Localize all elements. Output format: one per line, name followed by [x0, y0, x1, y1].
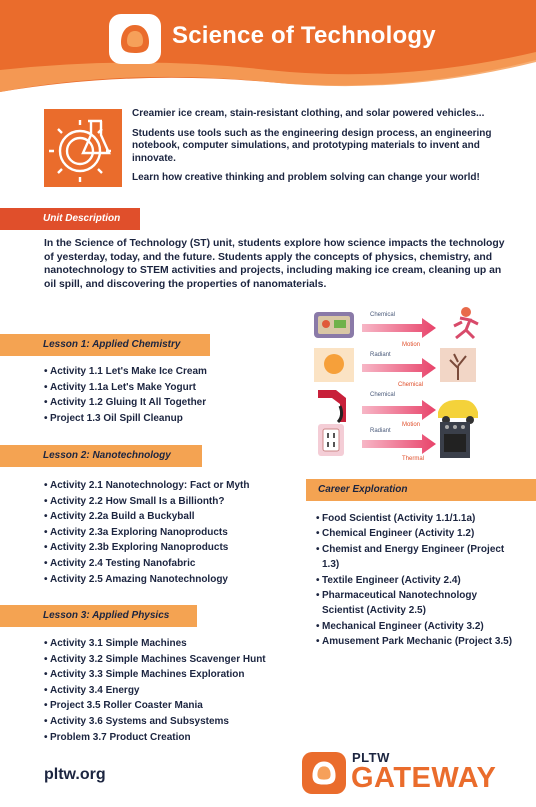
list-item: • Mechanical Engineer (Activity 3.2)	[316, 619, 516, 634]
stove-icon	[440, 422, 470, 458]
list-item: • Activity 2.3b Exploring Nanoproducts	[44, 540, 249, 556]
list-item: • Activity 3.3 Simple Machines Exploration	[44, 667, 266, 683]
gear-flask-icon	[44, 109, 122, 187]
unit-description-body: In the Science of Technology (ST) unit, students explore how science impacts the technology of yesterday, today, and the future. Students apply the concepts of physics, chemistry, and nanotechnology to STEM activities and projects, including making ice cream, cleaning up an oil spill, and discovering the properties of nanomaterials.	[44, 238, 505, 291]
list-item: • Amusement Park Mechanic (Project 3.5)	[316, 634, 516, 649]
list-item: • Project 3.5 Roller Coaster Mania	[44, 698, 266, 714]
tree-icon	[440, 348, 476, 382]
infographic-label: Thermal	[402, 456, 425, 462]
intro-text	[132, 108, 508, 192]
list-item: • Textile Engineer (Activity 2.4)	[316, 573, 516, 588]
infographic-label: Chemical	[370, 312, 396, 318]
runner-icon	[454, 307, 478, 338]
infographic-label: Motion	[402, 342, 421, 348]
lesson1-list	[44, 364, 207, 426]
header-banner	[0, 0, 536, 96]
intro-line: Learn how creative thinking and problem solving can change your world!	[132, 172, 480, 184]
unit-description-label: Unit Description	[0, 208, 140, 230]
list-item: • Activity 2.4 Testing Nanofabric	[44, 556, 249, 572]
list-item: • Activity 2.5 Amazing Nanotechnology	[44, 572, 249, 588]
list-item: • Activity 2.2a Build a Buckyball	[44, 509, 249, 525]
list-item: • Activity 3.4 Energy	[44, 683, 266, 699]
intro-line: Creamier ice cream, stain-resistant clothing, and solar powered vehicles...	[132, 108, 485, 119]
page-title: Science of Technology	[172, 22, 436, 49]
lesson3-list	[44, 636, 266, 745]
sun-icon	[314, 348, 354, 382]
pltw-logo-icon	[109, 14, 161, 64]
career-list	[316, 511, 516, 650]
infographic-label: Radiant	[370, 352, 391, 358]
brand-gateway-text: GATEWAY	[351, 762, 497, 794]
car-icon	[438, 400, 478, 424]
list-item: • Pharmaceutical Nanotechnology Scientist (Activity 2.5)	[316, 588, 516, 619]
lesson3-label: Lesson 3: Applied Physics	[0, 605, 197, 627]
energy-transformation-infographic	[310, 302, 530, 462]
lesson2-list	[44, 478, 249, 587]
infographic-label: Radiant	[370, 428, 391, 434]
list-item: • Chemist and Energy Engineer (Project 1.3)	[316, 542, 516, 573]
infographic-label: Chemical	[370, 392, 396, 398]
list-item: • Activity 2.3a Exploring Nanoproducts	[44, 525, 249, 541]
list-item: • Activity 3.1 Simple Machines	[44, 636, 266, 652]
fuel-nozzle-icon	[318, 390, 346, 422]
list-item: • Activity 3.6 Systems and Subsystems	[44, 714, 266, 730]
list-item: • Project 1.3 Oil Spill Cleanup	[44, 411, 207, 427]
list-item: • Problem 3.7 Product Creation	[44, 730, 266, 746]
brand-small-text: PLTW	[352, 750, 390, 765]
list-item: • Activity 2.2 How Small Is a Billionth?	[44, 494, 249, 510]
list-item: • Activity 3.2 Simple Machines Scavenger Hunt	[44, 652, 266, 668]
infographic-label: Motion	[402, 422, 421, 428]
list-item: • Food Scientist (Activity 1.1/1.1a)	[316, 511, 516, 526]
unit-description-text	[44, 237, 514, 292]
career-exploration-label: Career Exploration	[306, 479, 536, 501]
list-item: • Activity 2.1 Nanotechnology: Fact or Myth	[44, 478, 249, 494]
list-item: • Chemical Engineer (Activity 1.2)	[316, 526, 516, 541]
list-item: • Activity 1.2 Gluing It All Together	[44, 395, 207, 411]
pltw-gateway-logo-icon	[302, 752, 346, 794]
lesson1-label: Lesson 1: Applied Chemistry	[0, 334, 210, 356]
list-item: • Activity 1.1 Let's Make Ice Cream	[44, 364, 207, 380]
lesson2-label: Lesson 2: Nanotechnology	[0, 445, 202, 467]
footer-url-link[interactable]: pltw.org	[44, 766, 106, 783]
intro-line: Students use tools such as the engineering design process, an engineering notebook, computer simulations, and prototyping materials to invent and innovate.	[132, 127, 492, 164]
outlet-icon	[318, 424, 344, 456]
list-item: • Activity 1.1a Let's Make Yogurt	[44, 380, 207, 396]
lunchbox-icon	[314, 312, 354, 338]
infographic-label: Chemical	[398, 382, 424, 388]
